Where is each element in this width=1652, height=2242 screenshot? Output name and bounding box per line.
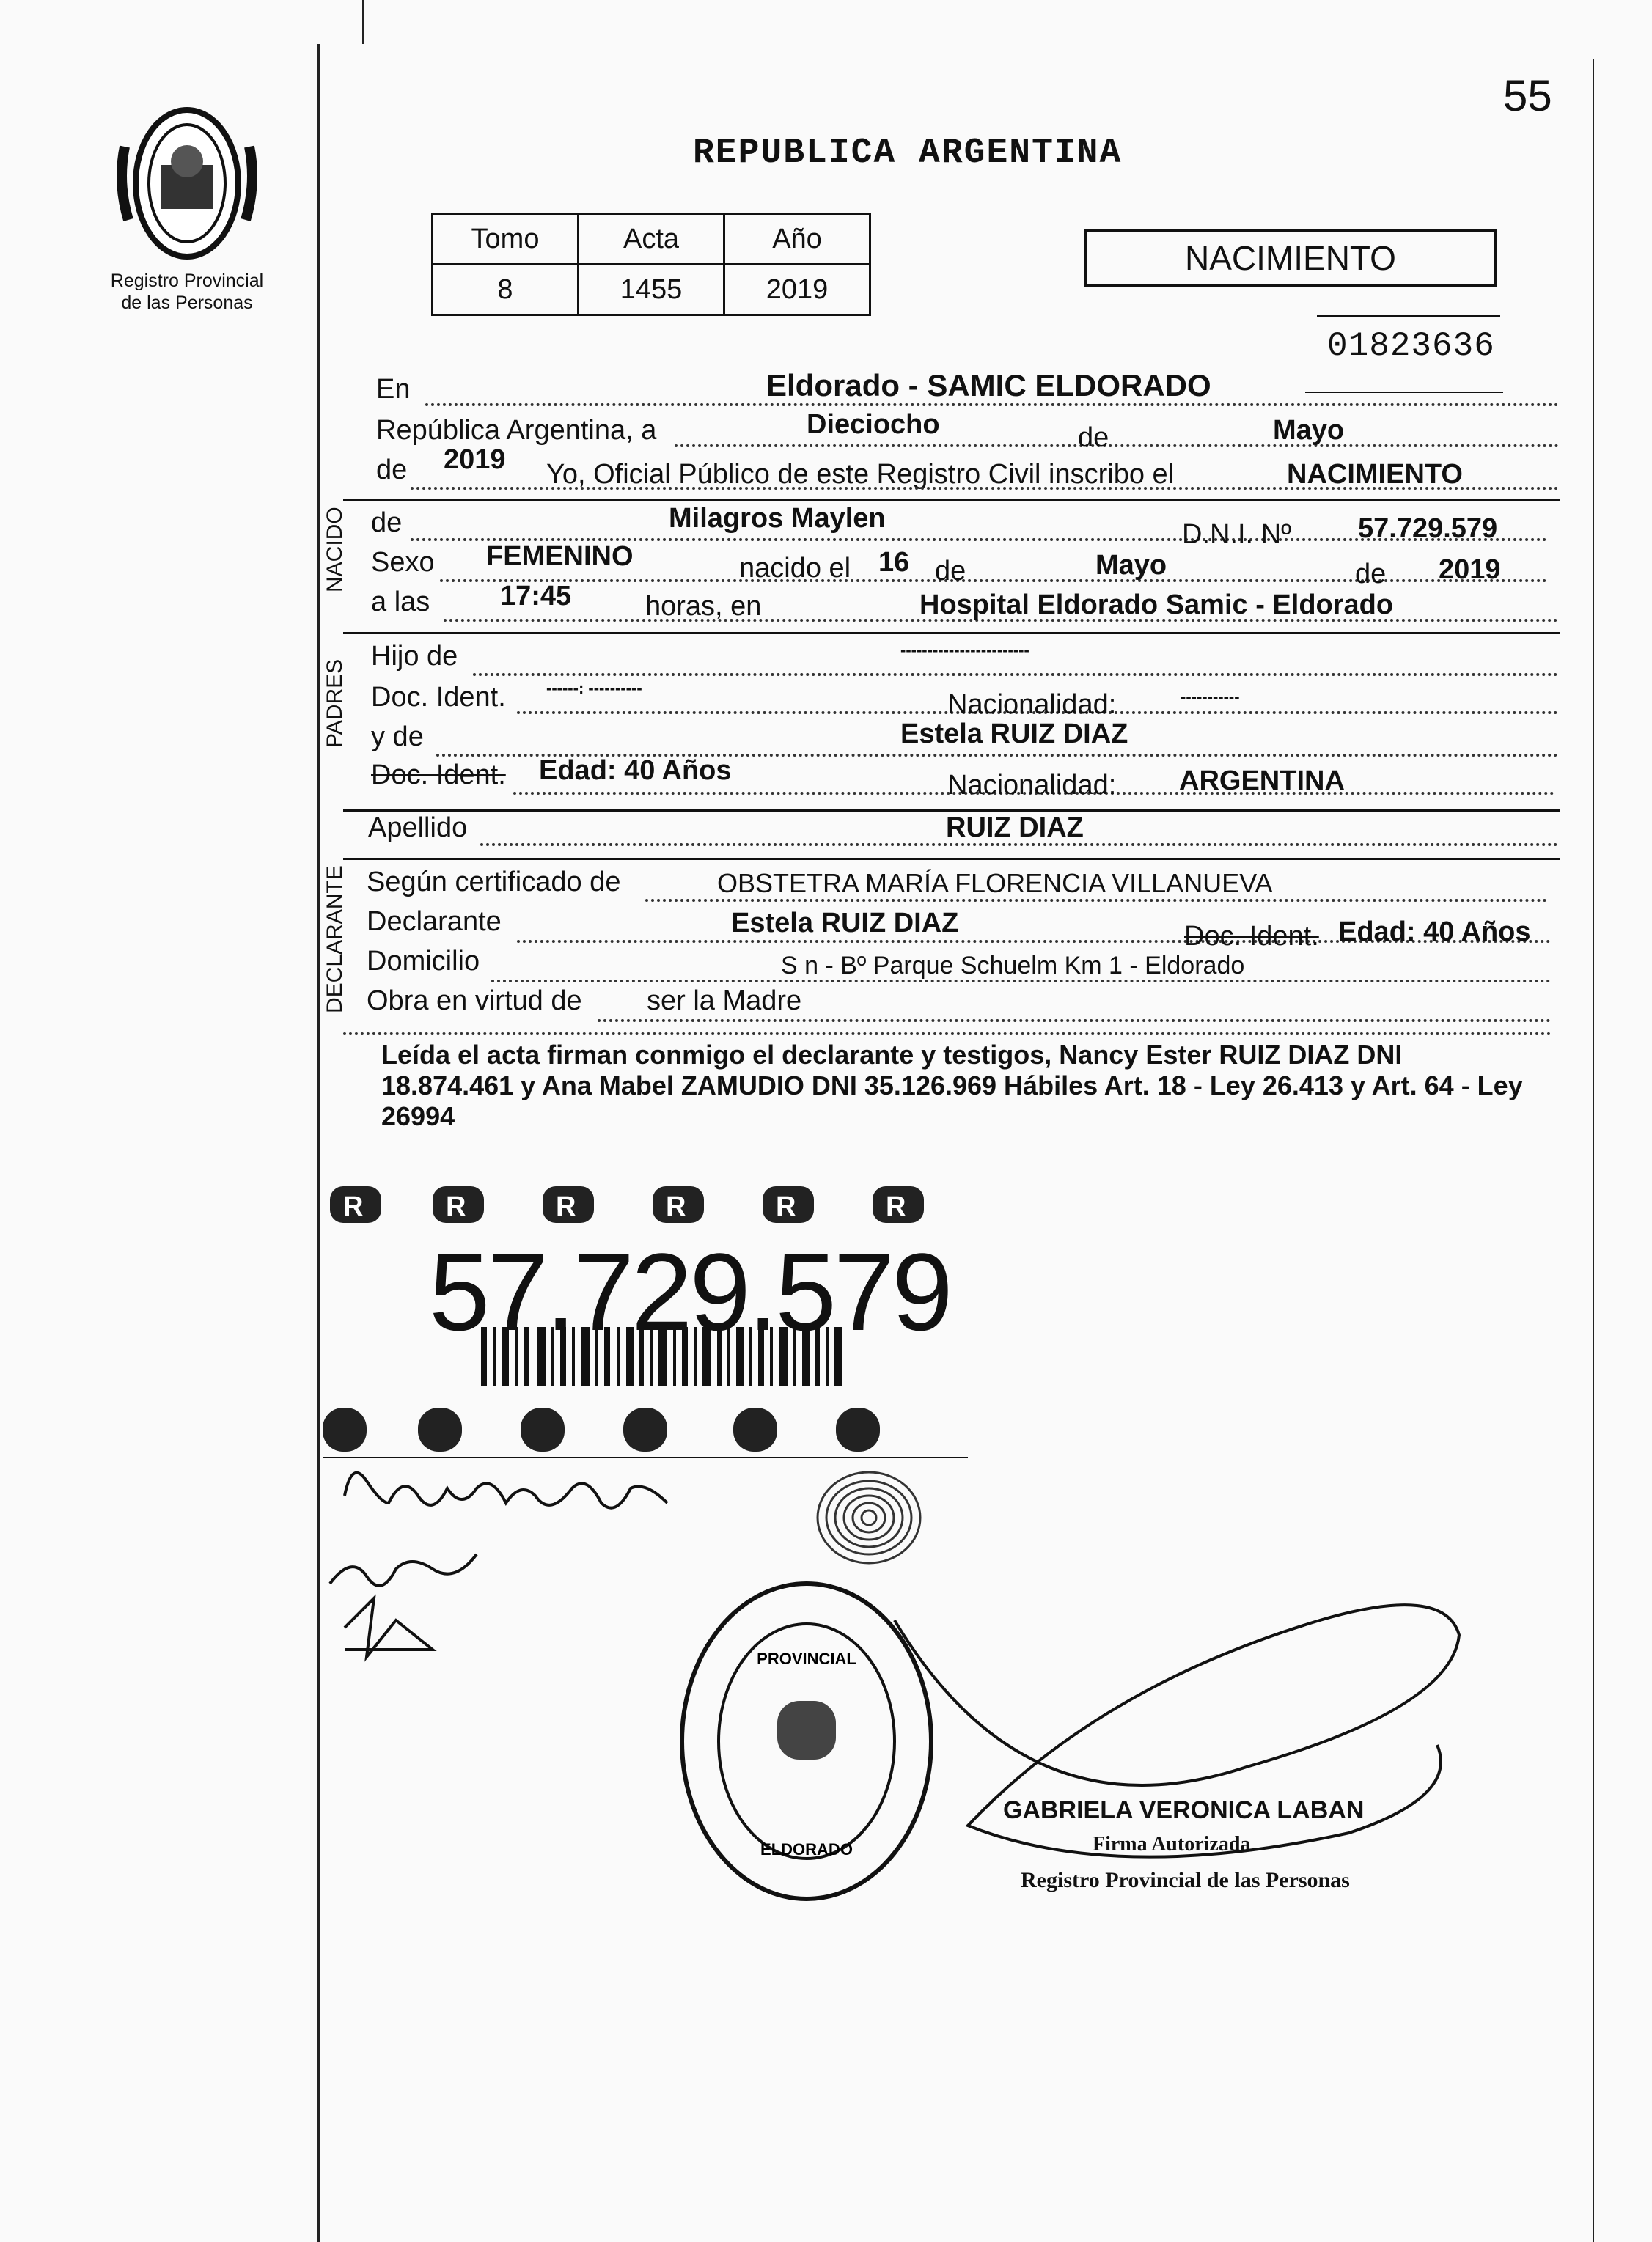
nac2-value: ARGENTINA bbox=[1179, 765, 1345, 796]
doc1-label: Doc. Ident. bbox=[371, 682, 506, 713]
document-title: REPUBLICA ARGENTINA bbox=[693, 133, 1123, 173]
logo-caption-line2: de las Personas bbox=[121, 293, 253, 313]
table-header-anio: Año bbox=[724, 214, 870, 265]
section-nacido-label: NACIDO bbox=[323, 507, 347, 592]
nac-de2: de bbox=[1355, 559, 1387, 589]
dni-label: D.N.I. Nº bbox=[1182, 519, 1291, 550]
apellido-label: Apellido bbox=[368, 812, 468, 843]
table-header-tomo: Tomo bbox=[433, 214, 579, 265]
hora-value: 17:45 bbox=[500, 581, 572, 611]
svg-text:ELDORADO: ELDORADO bbox=[760, 1840, 853, 1859]
sexo-value: FEMENINO bbox=[486, 541, 634, 572]
de-label: de bbox=[1078, 422, 1109, 453]
left-margin-line bbox=[317, 44, 320, 2242]
section-rule-1 bbox=[343, 499, 1560, 501]
doc3-label: Doc. Ident. bbox=[1184, 921, 1319, 952]
nac1-label: Nacionalidad: bbox=[947, 689, 1117, 720]
nacido-label: nacido el bbox=[739, 553, 851, 584]
nombre-value: Milagros Maylen bbox=[669, 503, 886, 534]
nac-anio: 2019 bbox=[1439, 554, 1501, 585]
oficial-label: Yo, Oficial Público de este Registro Civil inscribo el bbox=[546, 459, 1175, 490]
nac2-label: Nacionalidad: bbox=[947, 770, 1117, 801]
section-rule-4 bbox=[343, 858, 1560, 860]
lugar-value: Hospital Eldorado Samic - Eldorado bbox=[919, 589, 1394, 620]
obra-dots bbox=[598, 1019, 1551, 1022]
logo-caption bbox=[81, 270, 293, 314]
closing-paragraph: Leída el acta firman conmigo el declarante y testigos, Nancy Ester RUIZ DIAZ DNI 18.874.461 y Ana Mabel ZAMUDIO DNI 35.126.969 Hábiles Art. 18 - Ley 26.413 y Art. 64 - Ley 26994 bbox=[381, 1040, 1523, 1131]
tomo-acta-anio-table bbox=[431, 213, 871, 316]
hijo-dots bbox=[473, 673, 1558, 676]
inscribo-value: NACIMIENTO bbox=[1287, 459, 1463, 490]
mes-value: Mayo bbox=[1273, 415, 1345, 446]
dia-value: Dieciocho bbox=[807, 409, 940, 440]
domicilio-value: S n - Bº Parque Schuelm Km 1 - Eldorado bbox=[781, 952, 1245, 980]
right-margin-line bbox=[1593, 59, 1594, 2242]
obra-value: ser la Madre bbox=[647, 985, 802, 1016]
nac-de1: de bbox=[935, 556, 966, 587]
stamp-inner-text bbox=[814, 1906, 815, 1907]
republica-label: República Argentina, a bbox=[376, 415, 657, 446]
section-declarante-label: DECLARANTE bbox=[323, 865, 347, 1013]
republica-dots bbox=[675, 444, 1559, 447]
doc2-value: Edad: 40 Años bbox=[539, 755, 732, 786]
dni-value: 57.729.579 bbox=[1358, 513, 1498, 544]
sticker-number: 57.729.579 bbox=[429, 1230, 950, 1353]
hijo-label: Hijo de bbox=[371, 641, 458, 672]
hijo-value: ------------------------ bbox=[900, 641, 1029, 659]
doc3-value: Edad: 40 Años bbox=[1338, 916, 1531, 947]
serial-top-rule bbox=[1317, 315, 1500, 317]
svg-text:R: R bbox=[886, 1191, 906, 1222]
nac-mes: Mayo bbox=[1095, 550, 1167, 581]
yde-label: y de bbox=[371, 721, 424, 752]
province-seal-logo bbox=[110, 103, 264, 271]
serial-bottom-rule bbox=[1305, 392, 1503, 393]
witness-signature bbox=[323, 1540, 491, 1672]
hora-label: a las bbox=[371, 587, 430, 617]
nac-dia: 16 bbox=[878, 547, 910, 578]
cert-dots bbox=[645, 899, 1547, 902]
domicilio-label: Domicilio bbox=[367, 946, 480, 977]
official-name: GABRIELA VERONICA LABAN bbox=[1003, 1796, 1365, 1824]
table-value-acta: 1455 bbox=[579, 265, 724, 315]
page-number: 55 bbox=[1503, 71, 1552, 120]
madre-value: Estela RUIZ DIAZ bbox=[900, 718, 1128, 749]
certificate-type-box: NACIMIENTO bbox=[1084, 229, 1497, 287]
apellido-value: RUIZ DIAZ bbox=[946, 812, 1084, 843]
table-value-tomo: 8 bbox=[433, 265, 579, 315]
svg-text:R: R bbox=[556, 1191, 576, 1222]
section-padres-label: PADRES bbox=[323, 658, 347, 748]
de2-label: de bbox=[376, 455, 408, 485]
table-value-anio: 2019 bbox=[724, 265, 870, 315]
logo-caption-line1: Registro Provincial bbox=[110, 271, 264, 291]
nombre-label: de bbox=[371, 507, 403, 538]
declarante-label: Declarante bbox=[367, 906, 502, 937]
nac1-value: ----------- bbox=[1181, 688, 1240, 706]
doc1-value: ------: ---------- bbox=[546, 679, 642, 697]
mother-signature bbox=[337, 1452, 675, 1532]
official-office: Registro Provincial de las Personas bbox=[1021, 1868, 1350, 1892]
svg-text:R: R bbox=[446, 1191, 466, 1222]
svg-text:R: R bbox=[343, 1191, 364, 1222]
table-header-acta: Acta bbox=[579, 214, 724, 265]
fingerprint bbox=[814, 1466, 924, 1569]
svg-text:R: R bbox=[666, 1191, 686, 1222]
cert-label: Según certificado de bbox=[367, 867, 621, 897]
cert-value: OBSTETRA MARÍA FLORENCIA VILLANUEVA bbox=[717, 868, 1273, 898]
section-rule-2 bbox=[343, 632, 1560, 634]
doc2-label: Doc. Ident. bbox=[371, 760, 506, 790]
anio-value: 2019 bbox=[444, 444, 506, 475]
horas-label: horas, en bbox=[645, 591, 762, 622]
svg-text:R: R bbox=[776, 1191, 796, 1222]
declarante-value: Estela RUIZ DIAZ bbox=[731, 908, 959, 938]
top-tick-line bbox=[362, 0, 364, 44]
en-dots bbox=[425, 403, 1559, 406]
serial-number: 01823636 bbox=[1327, 327, 1495, 365]
svg-text:PROVINCIAL: PROVINCIAL bbox=[757, 1650, 856, 1668]
en-value: Eldorado - SAMIC ELDORADO bbox=[766, 368, 1211, 403]
sexo-label: Sexo bbox=[371, 547, 435, 578]
obra-label: Obra en virtud de bbox=[367, 985, 582, 1016]
en-label: En bbox=[376, 374, 411, 405]
obra-trailing-dots bbox=[343, 1032, 1552, 1035]
section-rule-3 bbox=[343, 809, 1560, 812]
official-role: Firma Autorizada bbox=[1093, 1833, 1251, 1856]
